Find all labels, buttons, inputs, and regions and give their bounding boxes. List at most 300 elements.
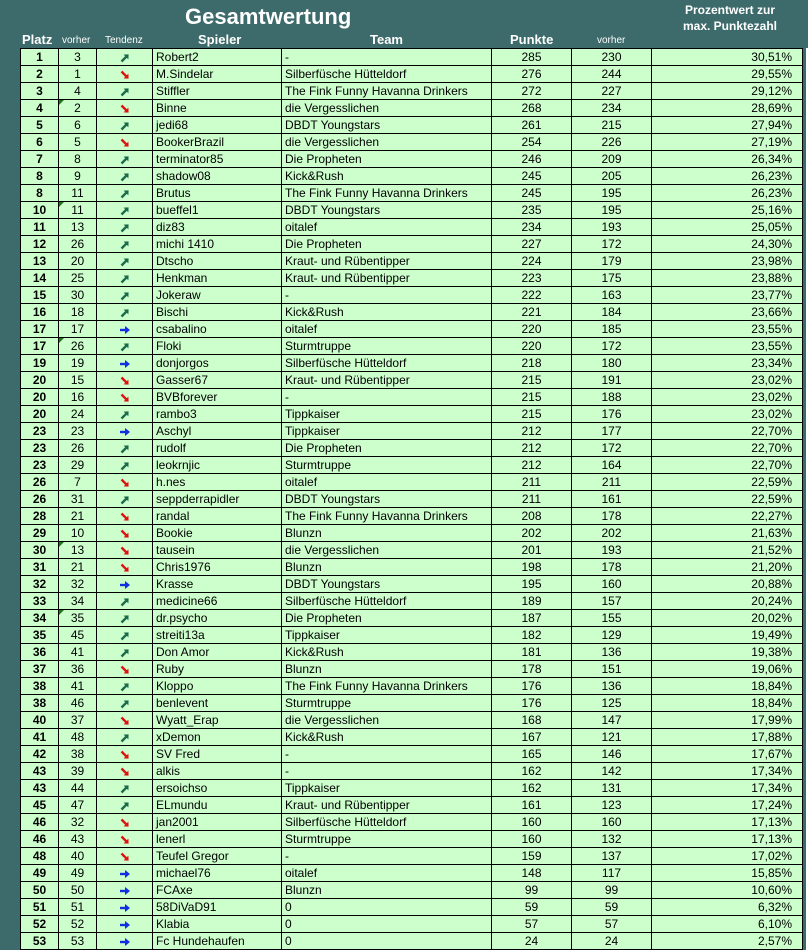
trend-up-icon: [120, 410, 130, 420]
table-row: [21, 848, 803, 865]
cell-spieler: Chris1976: [153, 559, 282, 576]
cell-spieler: medicine66: [153, 593, 282, 610]
cell-tendenz: [97, 355, 153, 372]
cell-platz: 23: [21, 423, 59, 440]
table-row: [21, 797, 803, 814]
cell-tendenz: [97, 746, 153, 763]
cell-punkte: 285: [492, 49, 572, 66]
cell-prozent: 23,55%: [652, 338, 803, 355]
cell-platz: 42: [21, 746, 59, 763]
cell-platz: 10: [21, 202, 59, 219]
header-punkte: Punkte: [510, 32, 554, 47]
cell-spieler: Floki: [153, 338, 282, 355]
cell-punkte-vorher: 226: [572, 134, 652, 151]
table-row: [21, 627, 803, 644]
cell-tendenz: [97, 440, 153, 457]
cell-punkte: 224: [492, 253, 572, 270]
cell-tendenz: [97, 780, 153, 797]
cell-team: oitalef: [282, 219, 492, 236]
table-row: [21, 899, 803, 916]
cell-spieler: Kloppo: [153, 678, 282, 695]
cell-spieler: Wyatt_Erap: [153, 712, 282, 729]
trend-up-icon: [120, 495, 130, 505]
cell-vorher: [59, 355, 97, 372]
table-row: [21, 644, 803, 661]
table-row: [21, 100, 803, 117]
cell-spieler: leokrnjic: [153, 457, 282, 474]
cell-platz: 46: [21, 831, 59, 848]
table-row: [21, 576, 803, 593]
cell-tendenz: [97, 899, 153, 916]
comment-marker: [59, 610, 64, 615]
cell-team: die Vergesslichen: [282, 542, 492, 559]
table-row: [21, 508, 803, 525]
cell-punkte: 254: [492, 134, 572, 151]
cell-punkte: 261: [492, 117, 572, 134]
cell-platz: 53: [21, 933, 59, 950]
cell-tendenz: [97, 253, 153, 270]
cell-team: oitalef: [282, 474, 492, 491]
cell-punkte: 57: [492, 916, 572, 933]
cell-prozent: 17,13%: [652, 814, 803, 831]
trend-up-icon: [120, 223, 130, 233]
cell-punkte: 212: [492, 423, 572, 440]
cell-vorher: [59, 525, 97, 542]
header-punkte-vorher: vorher: [597, 35, 626, 46]
cell-vorher-value: 43: [70, 832, 85, 846]
cell-platz: 12: [21, 236, 59, 253]
cell-vorher-value: 11: [71, 186, 84, 200]
cell-prozent: 18,84%: [652, 695, 803, 712]
cell-spieler: michael76: [153, 865, 282, 882]
table-row: [21, 593, 803, 610]
cell-vorher: [59, 440, 97, 457]
cell-prozent: 26,23%: [652, 185, 803, 202]
cell-team: The Fink Funny Havanna Drinkers: [282, 508, 492, 525]
table-row: [21, 202, 803, 219]
cell-platz: 50: [21, 882, 59, 899]
cell-prozent: 17,99%: [652, 712, 803, 729]
table-row: [21, 695, 803, 712]
cell-spieler: ersoichso: [153, 780, 282, 797]
cell-prozent: 20,02%: [652, 610, 803, 627]
cell-vorher: [59, 508, 97, 525]
cell-vorher-value: 49: [70, 866, 85, 880]
trend-up-icon: [120, 53, 130, 63]
cell-prozent: 27,19%: [652, 134, 803, 151]
cell-vorher-value: 38: [70, 747, 85, 761]
cell-prozent: 28,69%: [652, 100, 803, 117]
cell-punkte-vorher: 176: [572, 406, 652, 423]
trend-down-icon: [120, 376, 130, 386]
cell-punkte: 211: [492, 474, 572, 491]
cell-team: Blunzn: [282, 559, 492, 576]
trend-same-icon: [119, 325, 131, 335]
cell-tendenz: [97, 321, 153, 338]
cell-vorher-value: 32: [70, 577, 85, 591]
cell-vorher-value: 25: [70, 271, 85, 285]
cell-platz: 30: [21, 542, 59, 559]
cell-tendenz: [97, 185, 153, 202]
cell-vorher: [59, 848, 97, 865]
cell-team: oitalef: [282, 321, 492, 338]
cell-team: Kick&Rush: [282, 729, 492, 746]
cell-punkte-vorher: 163: [572, 287, 652, 304]
cell-team: Blunzn: [282, 661, 492, 678]
cell-platz: 3: [21, 83, 59, 100]
trend-down-icon: [120, 104, 130, 114]
trend-up-icon: [120, 614, 130, 624]
cell-vorher-value: 26: [70, 441, 85, 455]
trend-same-icon: [119, 359, 131, 369]
table-row: [21, 678, 803, 695]
cell-team: Kick&Rush: [282, 168, 492, 185]
cell-vorher-value: 18: [70, 305, 85, 319]
cell-spieler: SV Fred: [153, 746, 282, 763]
cell-punkte: 99: [492, 882, 572, 899]
cell-vorher: [59, 253, 97, 270]
cell-vorher-value: 23: [70, 424, 85, 438]
cell-vorher: [59, 746, 97, 763]
cell-team: The Fink Funny Havanna Drinkers: [282, 83, 492, 100]
cell-prozent: 23,66%: [652, 304, 803, 321]
trend-down-icon: [120, 818, 130, 828]
cell-punkte-vorher: 147: [572, 712, 652, 729]
cell-spieler: streiti13a: [153, 627, 282, 644]
cell-vorher-value: 11: [71, 203, 84, 217]
cell-prozent: 22,70%: [652, 457, 803, 474]
cell-vorher: [59, 763, 97, 780]
cell-spieler: 58DiVaD91: [153, 899, 282, 916]
cell-team: DBDT Youngstars: [282, 576, 492, 593]
cell-platz: 23: [21, 440, 59, 457]
cell-punkte-vorher: 195: [572, 202, 652, 219]
cell-spieler: rudolf: [153, 440, 282, 457]
cell-spieler: Teufel Gregor: [153, 848, 282, 865]
cell-vorher-value: 24: [70, 407, 85, 421]
cell-team: 0: [282, 916, 492, 933]
cell-platz: 20: [21, 389, 59, 406]
cell-vorher: [59, 678, 97, 695]
cell-team: Silberfüsche Hütteldorf: [282, 66, 492, 83]
cell-vorher: [59, 933, 97, 950]
table-row: [21, 83, 803, 100]
cell-vorher: [59, 831, 97, 848]
cell-prozent: 21,20%: [652, 559, 803, 576]
cell-prozent: 6,10%: [652, 916, 803, 933]
cell-vorher: [59, 372, 97, 389]
table-row: [21, 440, 803, 457]
cell-vorher-value: 32: [70, 815, 85, 829]
cell-tendenz: [97, 695, 153, 712]
header-tendenz: Tendenz: [105, 35, 143, 46]
cell-tendenz: [97, 236, 153, 253]
cell-vorher: [59, 117, 97, 134]
table-row: [21, 423, 803, 440]
trend-same-icon: [119, 937, 131, 947]
cell-punkte-vorher: 164: [572, 457, 652, 474]
cell-vorher: [59, 593, 97, 610]
cell-spieler: rambo3: [153, 406, 282, 423]
cell-team: Blunzn: [282, 882, 492, 899]
table-row: [21, 151, 803, 168]
cell-tendenz: [97, 117, 153, 134]
cell-team: 0: [282, 933, 492, 950]
standings-table: [20, 48, 803, 950]
cell-punkte: 167: [492, 729, 572, 746]
trend-same-icon: [119, 869, 131, 879]
cell-tendenz: [97, 389, 153, 406]
trend-up-icon: [120, 274, 130, 284]
cell-tendenz: [97, 763, 153, 780]
trend-up-icon: [120, 461, 130, 471]
cell-prozent: 22,27%: [652, 508, 803, 525]
cell-tendenz: [97, 491, 153, 508]
cell-platz: 8: [21, 185, 59, 202]
cell-spieler: Ruby: [153, 661, 282, 678]
cell-punkte-vorher: 211: [572, 474, 652, 491]
cell-vorher: [59, 780, 97, 797]
cell-platz: 11: [21, 219, 59, 236]
cell-team: The Fink Funny Havanna Drinkers: [282, 185, 492, 202]
cell-platz: 17: [21, 321, 59, 338]
cell-tendenz: [97, 372, 153, 389]
trend-down-icon: [120, 852, 130, 862]
table-row: [21, 814, 803, 831]
cell-vorher-value: 48: [70, 730, 85, 744]
cell-punkte-vorher: 123: [572, 797, 652, 814]
cell-punkte-vorher: 209: [572, 151, 652, 168]
cell-punkte: 195: [492, 576, 572, 593]
cell-team: Blunzn: [282, 525, 492, 542]
cell-tendenz: [97, 100, 153, 117]
cell-vorher-value: 13: [70, 220, 85, 234]
cell-prozent: 23,55%: [652, 321, 803, 338]
cell-prozent: 19,49%: [652, 627, 803, 644]
cell-tendenz: [97, 338, 153, 355]
cell-punkte-vorher: 129: [572, 627, 652, 644]
cell-spieler: jan2001: [153, 814, 282, 831]
cell-spieler: h.nes: [153, 474, 282, 491]
cell-punkte-vorher: 191: [572, 372, 652, 389]
cell-punkte: 162: [492, 763, 572, 780]
table-row: [21, 746, 803, 763]
table-row: [21, 763, 803, 780]
cell-vorher-value: 16: [70, 390, 85, 404]
trend-same-icon: [119, 886, 131, 896]
cell-prozent: 25,05%: [652, 219, 803, 236]
cell-vorher: [59, 797, 97, 814]
cell-punkte-vorher: 132: [572, 831, 652, 848]
header-platz: Platz: [22, 32, 53, 47]
cell-spieler: dr.psycho: [153, 610, 282, 627]
cell-spieler: terminator85: [153, 151, 282, 168]
cell-punkte: 162: [492, 780, 572, 797]
cell-punkte-vorher: 121: [572, 729, 652, 746]
cell-tendenz: [97, 49, 153, 66]
cell-spieler: randal: [153, 508, 282, 525]
cell-prozent: 23,02%: [652, 372, 803, 389]
page-title: Gesamtwertung: [185, 4, 352, 29]
cell-spieler: Fc Hundehaufen: [153, 933, 282, 950]
table-row: [21, 270, 803, 287]
cell-punkte-vorher: 136: [572, 678, 652, 695]
cell-punkte-vorher: 57: [572, 916, 652, 933]
cell-team: -: [282, 389, 492, 406]
cell-platz: 36: [21, 644, 59, 661]
trend-up-icon: [120, 155, 130, 165]
cell-platz: 38: [21, 695, 59, 712]
cell-vorher-value: 46: [70, 696, 85, 710]
cell-vorher-value: 21: [70, 509, 85, 523]
cell-team: Silberfüsche Hütteldorf: [282, 355, 492, 372]
cell-punkte-vorher: 131: [572, 780, 652, 797]
table-row: [21, 253, 803, 270]
cell-tendenz: [97, 202, 153, 219]
cell-vorher: [59, 899, 97, 916]
cell-prozent: 15,85%: [652, 865, 803, 882]
cell-punkte: 148: [492, 865, 572, 882]
cell-spieler: Binne: [153, 100, 282, 117]
cell-team: The Fink Funny Havanna Drinkers: [282, 678, 492, 695]
cell-vorher-value: 19: [70, 356, 85, 370]
cell-team: Silberfüsche Hütteldorf: [282, 593, 492, 610]
cell-prozent: 30,51%: [652, 49, 803, 66]
cell-prozent: 17,34%: [652, 763, 803, 780]
cell-platz: 20: [21, 406, 59, 423]
cell-prozent: 26,23%: [652, 168, 803, 185]
cell-spieler: Krasse: [153, 576, 282, 593]
cell-punkte: 212: [492, 457, 572, 474]
header-prozent-line1: Prozentwert zur: [684, 3, 775, 17]
cell-team: Sturmtruppe: [282, 695, 492, 712]
cell-punkte: 161: [492, 797, 572, 814]
cell-punkte-vorher: 193: [572, 219, 652, 236]
cell-vorher: [59, 134, 97, 151]
table-row: [21, 355, 803, 372]
cell-spieler: Robert2: [153, 49, 282, 66]
table-row: [21, 338, 803, 355]
cell-prozent: 23,02%: [652, 389, 803, 406]
cell-platz: 34: [21, 610, 59, 627]
comment-marker: [59, 542, 64, 547]
cell-punkte-vorher: 125: [572, 695, 652, 712]
table-row: [21, 882, 803, 899]
cell-tendenz: [97, 304, 153, 321]
cell-punkte: 212: [492, 440, 572, 457]
cell-vorher-value: 6: [74, 118, 81, 132]
cell-vorher-value: 9: [74, 169, 81, 183]
cell-team: die Vergesslichen: [282, 100, 492, 117]
cell-platz: 28: [21, 508, 59, 525]
cell-prozent: 24,30%: [652, 236, 803, 253]
cell-spieler: xDemon: [153, 729, 282, 746]
cell-tendenz: [97, 423, 153, 440]
table-row: [21, 134, 803, 151]
cell-team: -: [282, 287, 492, 304]
cell-spieler: Bischi: [153, 304, 282, 321]
cell-vorher: [59, 287, 97, 304]
table-row: [21, 491, 803, 508]
cell-tendenz: [97, 134, 153, 151]
cell-vorher: [59, 270, 97, 287]
cell-team: die Vergesslichen: [282, 712, 492, 729]
table-row: [21, 49, 803, 66]
cell-vorher: [59, 219, 97, 236]
cell-punkte-vorher: 59: [572, 899, 652, 916]
comment-marker: [59, 338, 64, 343]
table-row: [21, 406, 803, 423]
cell-spieler: M.Sindelar: [153, 66, 282, 83]
cell-punkte: 234: [492, 219, 572, 236]
table-row: [21, 729, 803, 746]
table-row: [21, 66, 803, 83]
cell-vorher: [59, 474, 97, 491]
cell-punkte-vorher: 146: [572, 746, 652, 763]
trend-down-icon: [120, 716, 130, 726]
cell-platz: 52: [21, 916, 59, 933]
cell-punkte: 59: [492, 899, 572, 916]
cell-vorher-value: 10: [70, 526, 85, 540]
cell-platz: 1: [21, 49, 59, 66]
cell-tendenz: [97, 576, 153, 593]
cell-team: Sturmtruppe: [282, 831, 492, 848]
cell-team: Tippkaiser: [282, 780, 492, 797]
cell-spieler: tausein: [153, 542, 282, 559]
trend-up-icon: [120, 342, 130, 352]
table-row: [21, 185, 803, 202]
cell-punkte: 245: [492, 168, 572, 185]
cell-punkte-vorher: 188: [572, 389, 652, 406]
cell-punkte: 215: [492, 389, 572, 406]
cell-punkte: 176: [492, 695, 572, 712]
trend-up-icon: [120, 631, 130, 641]
trend-up-icon: [120, 189, 130, 199]
trend-down-icon: [120, 546, 130, 556]
cell-spieler: Brutus: [153, 185, 282, 202]
cell-vorher-value: 26: [70, 237, 85, 251]
cell-prozent: 22,59%: [652, 491, 803, 508]
cell-platz: 35: [21, 627, 59, 644]
cell-platz: 6: [21, 134, 59, 151]
cell-prozent: 20,24%: [652, 593, 803, 610]
cell-tendenz: [97, 151, 153, 168]
cell-team: Sturmtruppe: [282, 338, 492, 355]
cell-prozent: 21,52%: [652, 542, 803, 559]
cell-platz: 2: [21, 66, 59, 83]
cell-spieler: seppderrapidler: [153, 491, 282, 508]
cell-vorher-value: 41: [70, 679, 85, 693]
cell-platz: 31: [21, 559, 59, 576]
cell-vorher-value: 41: [70, 645, 85, 659]
cell-prozent: 19,06%: [652, 661, 803, 678]
cell-platz: 45: [21, 797, 59, 814]
cell-tendenz: [97, 865, 153, 882]
cell-punkte-vorher: 193: [572, 542, 652, 559]
cell-punkte: 24: [492, 933, 572, 950]
cell-team: Die Propheten: [282, 440, 492, 457]
cell-punkte-vorher: 195: [572, 185, 652, 202]
cell-vorher-value: 30: [70, 288, 85, 302]
cell-punkte: 245: [492, 185, 572, 202]
cell-punkte-vorher: 180: [572, 355, 652, 372]
cell-spieler: ELmundu: [153, 797, 282, 814]
cell-vorher-value: 51: [70, 900, 85, 914]
cell-vorher: [59, 389, 97, 406]
cell-tendenz: [97, 729, 153, 746]
cell-vorher-value: 4: [74, 84, 81, 98]
header-spieler: Spieler: [198, 32, 242, 47]
